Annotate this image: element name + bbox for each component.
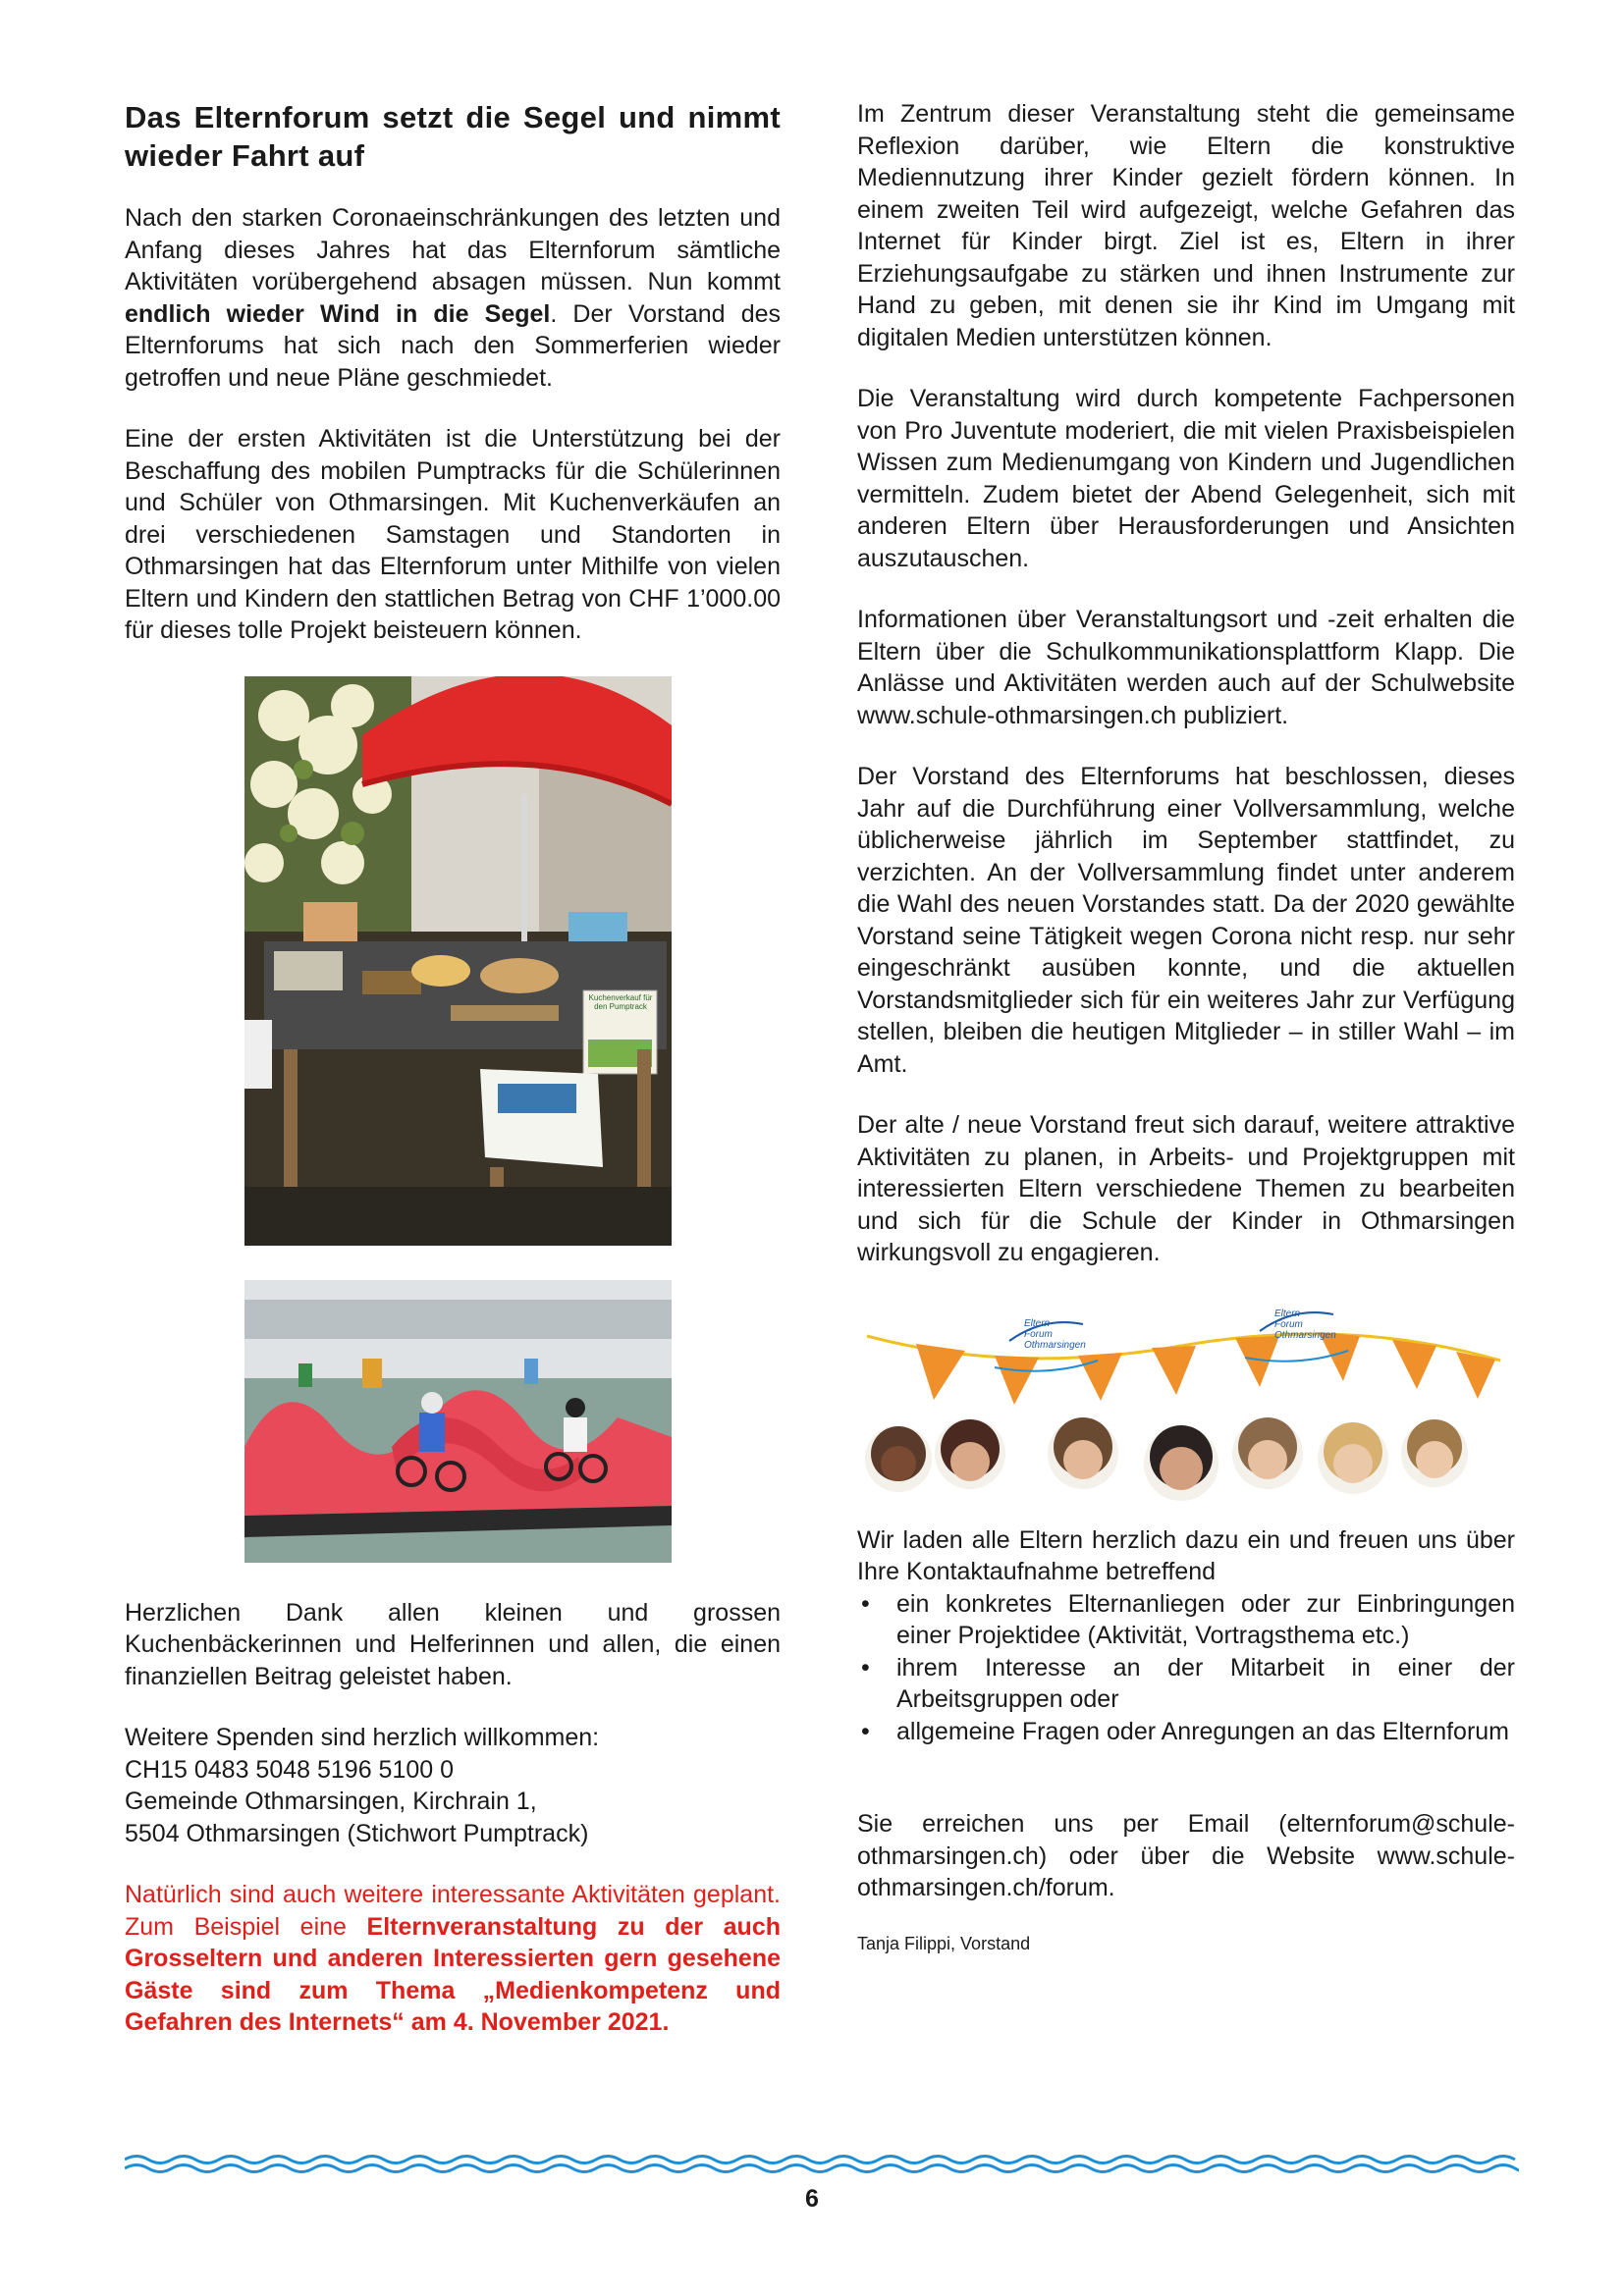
event-announcement: Natürlich sind auch weitere interessante Aktivitäten geplant. Zum Beispiel eine Elternveranstaltung zu der auch Grosseltern und anderen Interessierten gern gesehene Gäste sind zum Thema „Medienkompetenz und Gefahren des Internets“ am 4. November 2021. [125, 1881, 782, 2036]
donation-address-line1: Gemeinde Othmarsingen, Kirchrain 1, [125, 1788, 537, 1815]
board-paragraph: Der alte / neue Vorstand freut sich darauf, weitere attraktive Aktivitäten zu planen, in Arbeits- und Projektgruppen mit interessierten Eltern verschiedene Themen zu bearbeiten und sich für die Schule der Kinder in Othmarsingen wirkungsvoll zu engagieren. [857, 1111, 1515, 1266]
cake-sale-illustration [244, 676, 672, 1246]
pro-juventute-paragraph: Die Veranstaltung wird durch kompetente Fachpersonen von Pro Juventute moderiert, die mit vielen Praxisbeispielen Wissen zum Medienumgang von Kindern und Jugendlichen vermitteln. Zudem bietet der Abend Gelegenheit, sich mit anderen Eltern über Herausforderungen und Ansichten auszutauschen. [857, 385, 1515, 572]
cake-sale-sign: Kuchenverkauf für den Pumptrack [588, 992, 653, 1011]
article-title: Das Elternforum setzt die Segel und nimmt wieder Fahrt auf [125, 100, 781, 173]
cake-sale-photo [244, 676, 672, 1246]
donation-address-line2: 5504 Othmarsingen (Stichwort Pumptrack) [125, 1819, 589, 1847]
author-signature: Tanja Filippi, Vorstand [857, 1933, 1031, 1953]
event-center-paragraph: Im Zentrum dieser Veranstaltung steht die gemeinsame Reflexion darüber, wie Eltern die konstruktive Mediennutzung ihrer Kinder gezielt fördern können. In einem zweiten Teil wird aufgezeigt, welche Gefahren das Internet für Kinder birgt. Ziel ist es, Eltern in ihrer Erziehungsaufgabe zu stärken und ihnen Instrumente zur Hand zu geben, mit denen sie ihr Kind im Umgang mit digitalen Medien unterstützen können. [857, 100, 1515, 351]
logo-left: Eltern Forum Othmarsingen [1024, 1317, 1086, 1351]
information-paragraph: Informationen über Veranstaltungsort und -zeit erhalten die Eltern über die Schulkommunikationsplattform Klapp. Die Anlässe und Aktivitäten werden auch auf der Schulwebsite www.schule-othmarsingen.ch publiziert. [857, 606, 1515, 729]
donation-iban: CH15 0483 5048 5196 5100 0 [125, 1755, 455, 1784]
wave-divider [125, 2152, 1519, 2175]
list-item: • ihrem Interesse an der Mitarbeit in einer der Arbeitsgruppen oder [861, 1653, 1515, 1713]
bullet-icon: • [861, 1653, 870, 1682]
contact-topics-list [857, 1588, 1515, 1748]
logo-right: Eltern Forum Othmarsingen [1274, 1308, 1336, 1341]
list-item: • ein konkretes Elternanliegen oder zur Einbringungen einer Projektidee (Aktivität, Vortragsthema etc.) [861, 1589, 1515, 1649]
invitation-paragraph: Wir laden alle Eltern herzlich dazu ein und freuen uns über Ihre Kontaktaufnahme betreffend [857, 1525, 1515, 1585]
board-banner-graphic [857, 1307, 1515, 1503]
donation-block [125, 1722, 781, 1849]
bullet-icon: • [861, 1717, 870, 1745]
page-number: 6 [805, 2185, 819, 2213]
list-item: • allgemeine Fragen oder Anregungen an das Elternforum [857, 1716, 1515, 1748]
pumptrack-photo [244, 1280, 672, 1563]
thanks-paragraph: Herzlichen Dank allen kleinen und grossen Kuchenbäckerinnen und Helferinnen und allen, die einen finanziellen Beitrag geleistet haben. [125, 1598, 781, 1690]
bullet-icon: • [861, 1589, 870, 1618]
left-column [125, 98, 781, 2068]
donation-intro: Weitere Spenden sind herzlich willkommen: [125, 1724, 600, 1751]
pumptrack-paragraph: Eine der ersten Aktivitäten ist die Unterstützung bei der Beschaffung des mobilen Pumptracks für die Schülerinnen und Schüler von Othmarsingen. Mit Kuchenverkäufen an drei verschiedenen Samstagen und Standorten in Othmarsingen hat das Elternforum unter Mithilfe von vielen Eltern und Kindern den stattlichen Betrag von CHF 1’000.00 für dieses tolle Projekt beisteuern können. [125, 425, 781, 644]
contact-paragraph: Sie erreichen uns per Email (elternforum@schule-othmarsingen.ch) oder über die Website www.schule-othmarsingen.ch/forum. [857, 1810, 1515, 1901]
intro-paragraph: Nach den starken Coronaeinschränkungen des letzten und Anfang dieses Jahres hat das Elternforum sämtliche Aktivitäten vorübergehend absagen müssen. Nun kommt endlich wieder Wind in die Segel. Der Vorstand des Elternforums hat sich nach den Sommerferien wieder getroffen und neue Pläne geschmiedet. [125, 204, 781, 392]
right-column [857, 98, 1515, 1954]
assembly-paragraph: Der Vorstand des Elternforums hat beschlossen, dieses Jahr auf die Durchführung einer Vollversammlung, welche üblicherweise jährlich im September stattfindet, zu verzichten. An der Vollversammlung findet unter anderem die Wahl des neuen Vorstandes statt. Da der 2020 gewählte Vorstand seine Tätigkeit wegen Corona nicht resp. nur sehr eingeschränkt ausüben konnte, und die aktuellen Vorstandsmitglieder sich für ein weiteres Jahr zur Verfügung stellen, bleiben die heutigen Mitglieder – in stiller Wahl – im Amt. [857, 763, 1515, 1078]
pumptrack-illustration [244, 1280, 672, 1563]
board-banner [857, 1307, 1515, 1503]
